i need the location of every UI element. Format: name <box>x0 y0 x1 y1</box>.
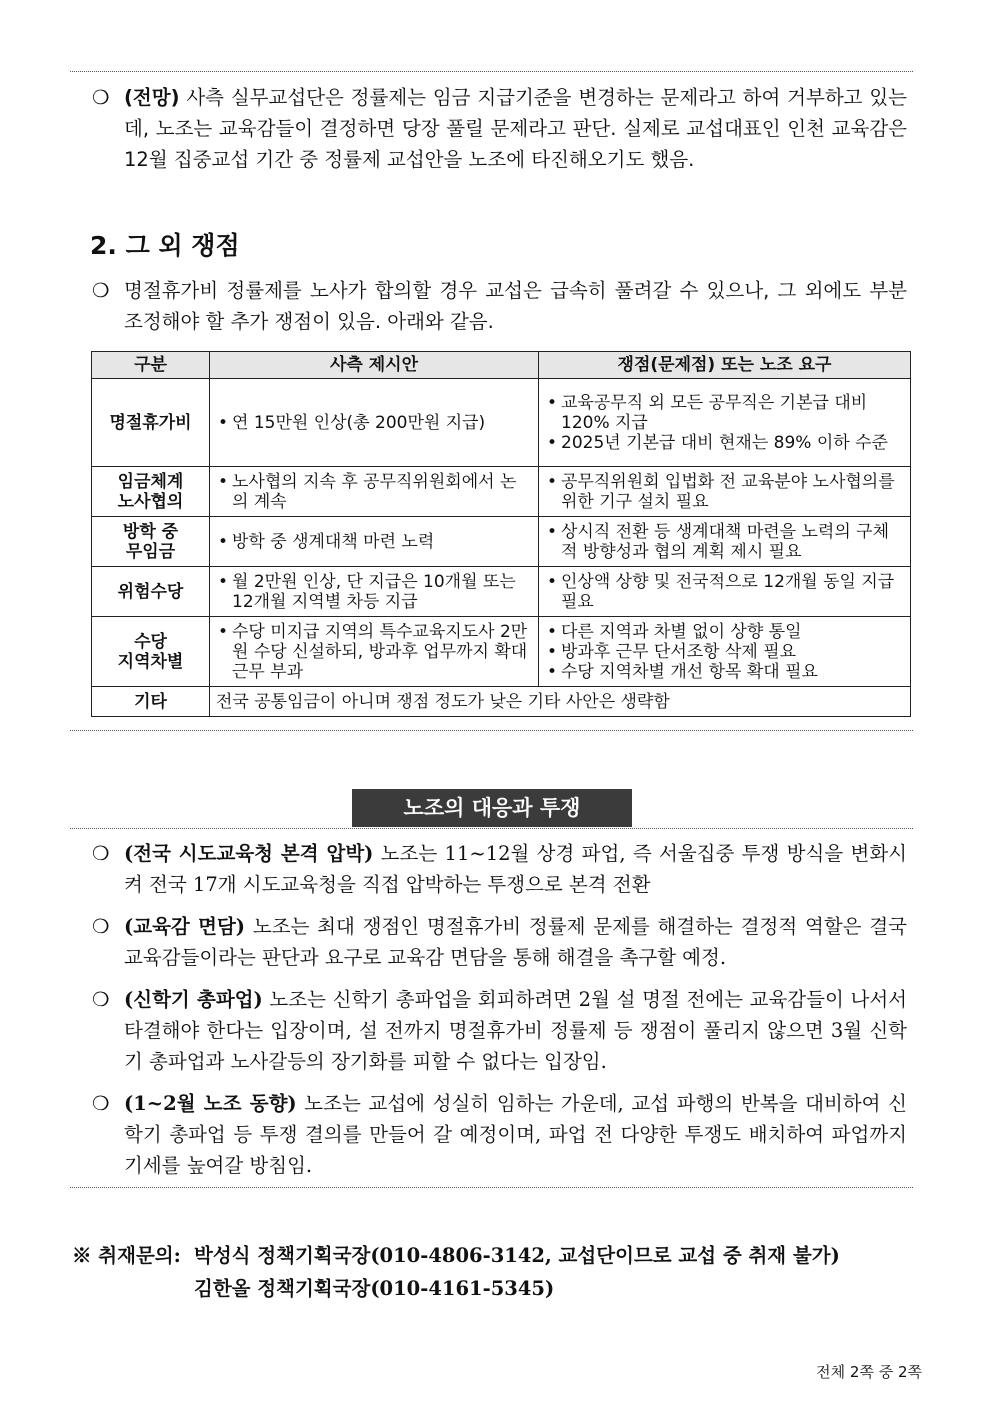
employer-proposal-cell <box>210 517 539 567</box>
list-item: • 다른 지역과 차별 없이 상향 통일 <box>545 622 904 642</box>
page-footer: 전체 2쪽 중 2쪽 <box>816 1363 922 1381</box>
action-heading: (전국 시도교육청 본격 압박) <box>124 842 374 865</box>
table-row <box>92 467 911 517</box>
row-category: 명절휴가비 <box>92 379 210 467</box>
outlook-heading: (전망) <box>124 86 180 109</box>
action-heading: (1~2월 노조 동향) <box>124 1092 297 1115</box>
list-item: • 상시직 전환 등 생계대책 마련을 노력의 구체적 방향성과 협의 계획 제시 필요 <box>545 522 904 562</box>
table-row <box>92 617 911 687</box>
list-item: • 방학 중 생계대책 마련 노력 <box>216 532 532 552</box>
section-title: 2. 그 외 쟁점 <box>90 231 240 260</box>
action-heading: (신학기 총파업) <box>124 988 263 1011</box>
outlook-paragraph <box>92 82 907 175</box>
bottom-divider <box>70 1187 913 1188</box>
employer-proposal-cell <box>210 467 539 517</box>
contact-label: ※ 취재문의: <box>72 1244 181 1267</box>
list-item: • 인상액 상향 및 전국적으로 12개월 동일 지급 필요 <box>545 572 904 612</box>
list-item: • 연 15만원 인상(총 200만원 지급) <box>216 413 532 433</box>
table-bottom-divider <box>70 730 913 731</box>
row-category: 수당 지역차별 <box>92 617 210 687</box>
section-intro-text: 명절휴가비 정률제를 노사가 합의할 경우 교섭은 급속히 풀려갈 수 있으나, 그 외에도 부분 조정해야 할 추가 쟁점이 있음. 아래와 같음. <box>124 279 907 333</box>
header-category: 구분 <box>92 352 210 379</box>
action-body: 노조는 11~12월 상경 파업, 즉 서울집중 투쟁 방식을 변화시켜 전국 17개 시도교육청을 직접 압박하는 투쟁으로 본격 전환 <box>124 842 907 896</box>
table-row <box>92 517 911 567</box>
action-item <box>92 984 907 1077</box>
action-body: 노조는 신학기 총파업을 회피하려면 2월 설 명절 전에는 교육감들이 나서서 타결해야 한다는 입장이며, 설 전까지 명절휴가비 정률제 등 쟁점이 풀리지 않으면 3월 신학기 총파업과 노사갈등의 장기화를 피할 수 없다는 입장임. <box>124 988 907 1073</box>
action-item <box>92 1088 907 1181</box>
issues-table <box>91 351 911 717</box>
employer-proposal-cell <box>210 379 539 467</box>
employer-proposal-cell <box>210 567 539 617</box>
circle-bullet-icon: ❍ <box>92 988 110 1011</box>
row-category: 위험수당 <box>92 567 210 617</box>
circle-bullet-icon: ❍ <box>92 1092 110 1115</box>
list-item: • 수당 미지급 지역의 특수교육지도사 2만원 수당 신설하되, 방과후 업무까지 확대 근무 부과 <box>216 622 532 682</box>
union-demand-cell <box>539 617 911 687</box>
list-item: • 2025년 기본급 대비 현재는 89% 이하 수준 <box>545 433 904 453</box>
list-item: • 월 2만원 인상, 단 지급은 10개월 또는 12개월 지역별 차등 지급 <box>216 572 532 612</box>
row-category: 기타 <box>92 687 210 717</box>
list-item: • 노사협의 지속 후 공무직위원회에서 논의 계속 <box>216 472 532 512</box>
union-demand-cell <box>539 467 911 517</box>
section-intro <box>92 275 907 337</box>
list-item: • 교육공무직 외 모든 공무직은 기본급 대비 120% 지급 <box>545 393 904 433</box>
action-item <box>92 838 907 900</box>
contact-line-1: 박성식 정책기획국장(010-4806-3142, 교섭단이므로 교섭 중 취재 불가) <box>194 1244 840 1267</box>
union-demand-cell <box>539 517 911 567</box>
row-other-text: 전국 공통임금이 아니며 쟁점 정도가 낮은 기타 사안은 생략함 <box>210 687 911 717</box>
action-body: 노조는 교섭에 성실히 임하는 가운데, 교섭 파행의 반복을 대비하여 신학기 총파업 등 투쟁 결의를 만들어 갈 예정이며, 파업 전 다양한 투쟁도 배치하여 파업까지 기세를 높여갈 방침임. <box>124 1092 907 1177</box>
row-category: 임금체계 노사협의 <box>92 467 210 517</box>
action-item <box>92 911 907 973</box>
table-row-other <box>92 687 911 717</box>
row-category: 방학 중 무임금 <box>92 517 210 567</box>
section-banner: 노조의 대응과 투쟁 <box>352 789 632 827</box>
list-item: • 공무직위원회 입법화 전 교육분야 노사협의를 위한 기구 설치 필요 <box>545 472 904 512</box>
action-heading: (교육감 면담) <box>124 915 246 938</box>
action-body: 노조는 최대 쟁점인 명절휴가비 정률제 문제를 해결하는 결정적 역할은 결국 교육감들이라는 판단과 요구로 교육감 면담을 통해 해결을 촉구할 예정. <box>124 915 907 969</box>
circle-bullet-icon: ❍ <box>92 842 110 865</box>
contact-line-2: 김한올 정책기획국장(010-4161-5345) <box>194 1277 555 1300</box>
table-row <box>92 567 911 617</box>
employer-proposal-cell <box>210 617 539 687</box>
outlook-body: 사측 실무교섭단은 정률제는 임금 지급기준을 변경하는 문제라고 하여 거부하고 있는데, 노조는 교육감들이 결정하면 당장 풀릴 문제라고 판단. 실제로 교섭대표인 인천 교육감은 12월 집중교섭 기간 중 정률제 교섭안을 노조에 타진해오기도 했음. <box>124 86 907 171</box>
header-employer-proposal: 사측 제시안 <box>210 352 539 379</box>
circle-bullet-icon: ❍ <box>92 915 110 938</box>
list-item: • 방과후 근무 단서조항 삭제 필요 <box>545 642 904 662</box>
circle-bullet-icon: ❍ <box>92 279 110 302</box>
table-header-row <box>92 352 911 379</box>
top-divider <box>70 71 913 72</box>
header-union-demand: 쟁점(문제점) 또는 노조 요구 <box>539 352 911 379</box>
circle-bullet-icon: ❍ <box>92 86 110 109</box>
banner-divider <box>70 828 913 829</box>
press-contact <box>72 1239 840 1305</box>
union-demand-cell <box>539 379 911 467</box>
union-demand-cell <box>539 567 911 617</box>
table-row <box>92 379 911 467</box>
list-item: • 수당 지역차별 개선 항목 확대 필요 <box>545 662 904 682</box>
